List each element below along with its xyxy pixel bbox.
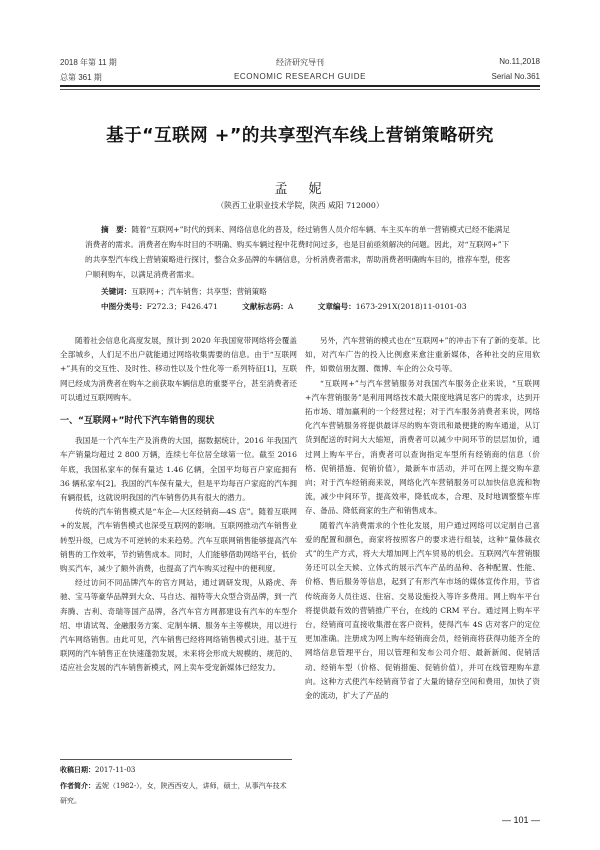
article-id-value: 1673-291X(2018)11-0101-03 bbox=[355, 302, 467, 311]
header-issue-en: No.11,2018 bbox=[499, 57, 540, 66]
doc-code-label: 文献标志码： bbox=[242, 302, 288, 311]
clc-label: 中图分类号： bbox=[101, 302, 147, 311]
header-serial-en: Serial No.361 bbox=[491, 72, 540, 81]
header-serial-cn: 总第 361 期 bbox=[60, 73, 102, 82]
abstract-text: 随着“互联网+”时代的到来、网络信息化的普及，经过销售人员介绍车辆、车主买车的单一营销模式已经不能满足消费者的需求。消费者在购车时目的不明确、购买车辆过程中花费时间过多，也是目前亟须解决的问题。因此，对“互联网+”下的共享型汽车线上营销策略进行探讨，整合众多品牌的车辆信息，分析消费者需求，帮助消费者明确购车目的，推荐车型，使客户顺利购车，以满足消费者需求。 bbox=[85, 225, 511, 279]
paragraph: 随着汽车消费需求的个性化发展，用户通过网络可以定制自己喜爱的配置和颜色，商家将按照客户的要求进行组装，这种“量体裁衣式”的生产方式，将大大增加网上汽车贸易的机会。互联网汽车营销服务还可以全天候、立体式的展示汽车产品的品种、各种配置、性能、价格、售后服务等信息，起到了有形汽车市场的媒体宣传作用，节省传统商务人员往返、住宿、交易设施投入等许多费用。网上购车平台将提供最有效的营销推广平台，在线的 CRM 平台。通过网上购车平台，经销商可直接收集潜在客户资料，使得汽车 4S 店对客户的定位更加准确。注册成为网上购车经销商会员，经销商将获得功能齐全的网络信息管理平台，用以管理和发布公司介绍、最新新闻、促销活动、经销车型（价格、促销措施、促销价值），并可在线管理购车意向。这种方式使汽车经销商节省了大量的储存空间和费用，加快了资金的流动，扩大了产品的 bbox=[305, 520, 540, 701]
header-issue: 2018 年第 11 期 bbox=[60, 58, 117, 67]
right-column bbox=[305, 334, 540, 703]
paragraph: 经过访问不同品牌汽车的官方网站，通过调研发现，从路虎、奔驰、宝马等豪华品牌到大众、马自达、福特等大众型合资品牌，到一汽奔腾、吉利、奇瑞等国产品牌，各汽车官方网都建设有汽车的车型介绍、申请试驾、金融服务方案、定制车辆、服务车主等模块，用以进行汽车网络销售。由此可见，汽车销售已经将网络销售模式引进。基于互联网的汽车销售正在快速蓬勃发展，未来将会形成大规模的、规范的、适应社会发展的汽车销售新模式，网上卖车受宠新媒体已经发力。 bbox=[60, 578, 297, 673]
header-rule-thick bbox=[60, 85, 540, 87]
left-column bbox=[60, 334, 297, 676]
author-bio: 孟妮（1982-），女，陕西西安人，讲师，硕士，从事汽车技术研究。 bbox=[60, 782, 287, 805]
received-label: 收稿日期： bbox=[60, 765, 95, 774]
journal-name: 经济研究导刊 bbox=[276, 58, 324, 67]
paragraph: 随着社会信息化高度发展，预计到 2020 年我国宽带网络将会覆盖全部城乡，人们足不出户就能通过网络收集需要的信息。由于“互联网+”具有的交互性、及时性、移动性以及个性化等一系列特征[1]，互联网已经成为消费者在购车之前获取车辆信息的重要平台，甚至消费者还可以通过互联网购车。 bbox=[60, 336, 297, 402]
author-name: 孟 妮 bbox=[274, 182, 326, 197]
footnote-rule bbox=[60, 759, 292, 760]
keywords bbox=[101, 286, 267, 297]
keywords-label: 关键词： bbox=[101, 287, 132, 296]
author-bio-label: 作者简介： bbox=[60, 781, 95, 790]
section-heading: 一、“互联网+”时代下汽车销售的现状 bbox=[60, 416, 215, 427]
abstract-label: 摘 要： bbox=[101, 225, 132, 234]
author-affiliation: （陕西工业职业技术学院，陕西 咸阳 712000） bbox=[216, 201, 384, 210]
doc-code-value: A bbox=[287, 302, 294, 311]
page-number: — 101 — bbox=[501, 815, 540, 825]
clc-value: F272.3；F426.471 bbox=[146, 302, 218, 311]
article-title: 基于“互联网 +”的共享型汽车线上营销策略研究 bbox=[106, 126, 494, 146]
classification-line bbox=[101, 301, 521, 312]
header-rule-thin bbox=[60, 89, 540, 90]
keywords-text: 互联网+；汽车销售；共享型；营销策略 bbox=[131, 287, 267, 296]
paragraph: 另外，汽车营销的模式也在“互联网+”的冲击下有了新的变革。比如，对汽车广告的投入比例愈来愈注重新媒体，各种社交的应用软件，如微信朋友圈、微博、车企的公众号等。 bbox=[305, 336, 540, 374]
paragraph: 我国是一个汽车生产及消费的大国，据数据统计，2016 年我国汽车产销量均超过 2 800 万辆，连续七年位居全球第一位。截至 2016 年底，我国私家车的保有量达 1.46 亿辆，全国平均每百户家庭拥有 36 辆私家车[2]。我国的汽车保有量大，但是平均每百户家庭的汽车拥有辆很低，这就说明我国的汽车销售仍具有很大的潜力。 bbox=[60, 436, 297, 503]
paragraph: “互联网+”与汽车营销服务对我国汽车服务企业来说，“互联网+汽车营销服务”是利用网络技术最大限度地满足客户的需求，达到开拓市场、增加赢利的一个经营过程；对于汽车服务消费者来说，网络化汽车营销服务将提供最详尽的购车资讯和最便捷的购车通道，从订货到配送的时间大大缩短，消费者可以减少中间环节的层层加价，通过网上购车平台，消费者可以查询指定车型所有经销商的信息（价格、促销措施、促销价值），最新车市活动，并可在网上提交购车意向；对于汽车经销商来说，网络化汽车营销服务可以加快信息流和物流，减少中间环节，提高效率，降低成本，合理、及时地调整整车库存、备品、降低商家的生产和销售成本。 bbox=[305, 378, 540, 516]
received-date: 2017-11-03 bbox=[95, 766, 136, 774]
article-id-label: 文章编号： bbox=[317, 302, 356, 311]
paragraph: 传统的汽车销售模式是“车企—大区经销商—4S 店”。随着互联网+的发展，汽车销售模式也深受互联网的影响。互联网推动汽车销售业转型升级，已成为不可逆转的未来趋势。汽车互联网销售能够提高汽车销售的工作效率，节约销售成本。同时，人们能够借助网络平台，低价购买汽车，减少了额外消费，也提高了汽车购买过程中的便利度。 bbox=[60, 507, 297, 574]
journal-name-en: ECONOMIC RESEARCH GUIDE bbox=[233, 72, 367, 81]
abstract bbox=[85, 222, 515, 282]
footnote bbox=[60, 762, 290, 809]
